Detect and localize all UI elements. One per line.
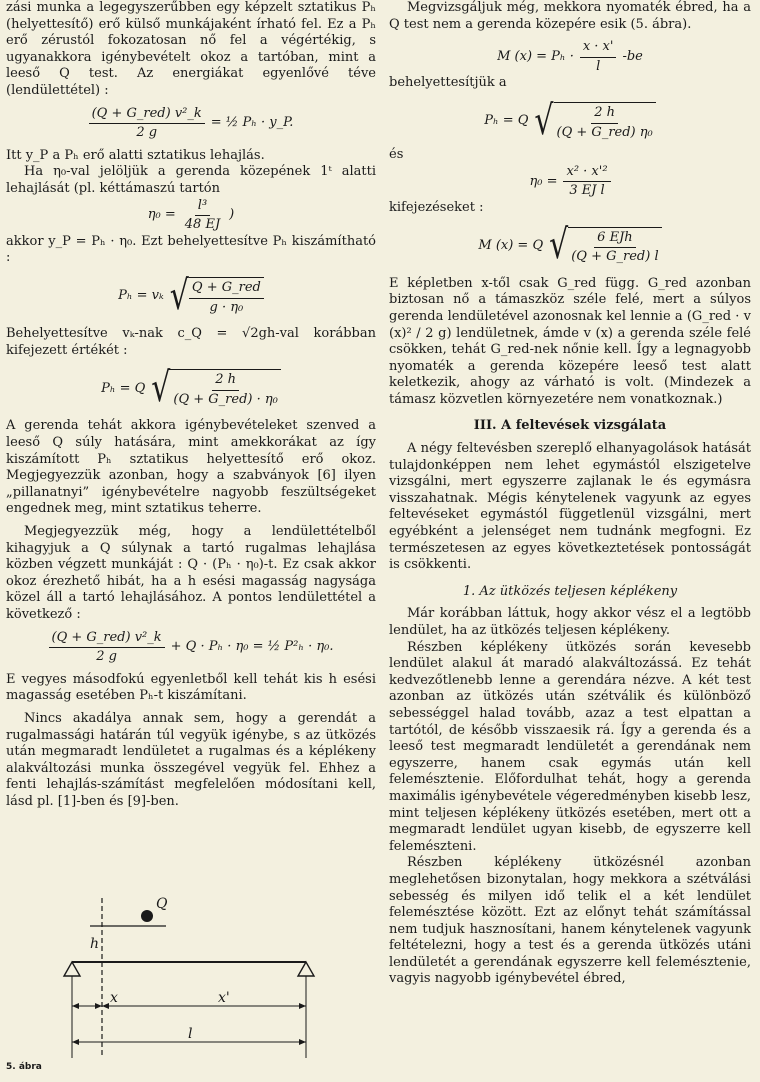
equation — [6, 364, 376, 412]
arrow-head — [72, 1039, 79, 1045]
equation-rhs: = ½ Pₕ · y_P. — [210, 115, 294, 131]
label-h: h — [90, 936, 100, 952]
equation — [389, 39, 751, 75]
fraction-numerator: 2 h — [212, 372, 239, 391]
left-column — [6, 0, 376, 811]
fraction-denominator: g · η₀ — [209, 299, 244, 315]
fraction-denominator: (Q + G_red) l — [571, 249, 659, 265]
fraction-denominator: 2 g — [96, 649, 117, 665]
paragraph: zási munka a legegyszerűbben egy képzelt sztatikus Pₕ (helyettesítő) erő külső munkájaként írható fel. Ez a Pₕ erő zérustól fokozatosan nő fel a végértékig, s ugyanakkora igénybevételt okoz a tartóban, mint a leeső Q test. Az energiákat egyenlővé téve (lendülettétel) : — [6, 0, 376, 98]
load-mass — [141, 910, 153, 922]
fraction-denominator: 2 g — [136, 125, 158, 141]
fraction-denominator: l — [596, 58, 601, 74]
paragraph: Ha η₀-val jelöljük a gerenda közepének 1ᵗ alatti lehajlását (pl. kéttámaszú tartón — [6, 164, 376, 196]
section-heading: III. A feltevések vizsgálata — [473, 418, 667, 434]
beam-diagram — [6, 886, 376, 1082]
paragraph: E vegyes másodfokú egyenletből kell tehát kis h esési magasság esetében Pₕ-t kiszámítani. — [6, 671, 376, 704]
subsection-heading: 1. Az ütközés teljesen képlékeny — [462, 583, 678, 599]
paragraph: behelyettesítjük a — [389, 75, 507, 91]
radical-sign: √ — [151, 364, 171, 412]
equation-tail: -be — [622, 48, 643, 64]
arrow-head — [299, 1003, 306, 1009]
paragraph: A négy feltevésben szereplő elhanyagolások hatását tulajdonképpen nem lehet egymástól elszigetelve vizsgálni, mert egyszerre zajlanak le és egymásra visszahatnak. Mégis kénytelenek vagyunk az egyes feltevéseket egymástól függetlenül vizsgálni, mert egyébként a jelenséget nem tudnánk megfogni. Ez természetesen az egyes következtetések pontosságát is csökkenti. — [389, 441, 751, 573]
equation-tail: ) — [229, 207, 235, 223]
paragraph: Már korábban láttuk, hogy akkor vész el a legtöbb lendület, ha az ütközés teljesen képlékeny. — [389, 606, 751, 638]
fraction-denominator: 48 EJ — [184, 217, 221, 233]
fraction-denominator: (Q + G_red) η₀ — [556, 124, 653, 140]
paragraph: Itt y_P a Pₕ erő alatti sztatikus lehajlás. — [6, 147, 265, 163]
paragraph: Nincs akadálya annak sem, hogy a gerendát a rugalmassági határán túl vegyük igénybe, s az ütközés után megmaradt lendületet a rugalmas és a képlékeny alakváltozási munka összegével vegyük fel. Ehhez a fenti lehajlás-számítást megfelelően módosítani kell, lásd pl. [1]-ben és [9]-ben. — [6, 710, 376, 809]
equation-lhs: η₀ = — [147, 207, 176, 223]
equation-lhs: Pₕ = Q — [101, 380, 146, 396]
paragraph: kifejezéseket : — [389, 199, 484, 215]
label-q: Q — [156, 896, 168, 912]
paragraph: és — [389, 147, 404, 163]
equation — [6, 106, 376, 142]
fraction-denominator: 3 EJ l — [569, 183, 605, 199]
equation — [389, 221, 751, 270]
paragraph: Behelyettesítve vₖ-nak c_Q = √2gh-val korábban kifejezett értékét : — [6, 326, 376, 358]
label-x: x — [110, 990, 118, 1006]
equation-lhs: Pₕ = vₖ — [118, 288, 164, 304]
paragraph: A gerenda tehát akkora igénybevételeket szenved a leeső Q súly hatására, mint amekkorákat az így kiszámított Pₕ sztatikus helyettesítő erő okoz. Megjegyezzük azonban, hogy a szabványok [6] ilyen „pillanatnyi” igénybevételre nagyobb feszültségeket engednek meg, mint sztatikus teherre. — [6, 418, 376, 517]
paragraph: E képletben x-től csak G_red függ. G_red azonban biztosan nő a támaszköz széle felé, mert a súlyos gerenda lendületével azonosnak kel lennie a (G_red · v (x)² / 2 g) lendületnek, ámde v (x) a gerenda széle felé csökken, tehát G_red-nek nőnie kell. Így a legnagyobb nyomaték a gerenda közepére leeső test alatt keletkezik, ahogy az várható is volt. (Mindezek a támasz közvetlen környezetére nem vonatkoznak.) — [389, 275, 751, 407]
paragraph: Részben képlékeny ütközés során kevesebb lendület alakul át maradó alakváltozássá. Ez tehát kedvezőtlenebb lenne a gerendára nézve. A két test azonban az ütközés után szétválik és különböző sebességgel halad tovább, azaz a test elpattan a tartótól, de később visszaesik rá. Így a gerenda és a leeső test megmaradt lendületét a gerendának nem egyszerre, hanem csak egymás után kell felemésztenie. Előfordulhat tehát, hogy a gerenda maximális igénybevétele végeredményben kisebb lesz, mint teljesen képlékeny ütközés esetében, mert ott a megmaradt lendület ugyan kisebb, de egyszerre kell felemészteni. — [389, 639, 751, 854]
arrow-head — [299, 1039, 306, 1045]
arrow-head — [102, 1003, 109, 1009]
equation — [6, 272, 376, 320]
right-support — [298, 962, 314, 976]
paragraph: Megjegyezzük még, hogy a lendülettételből kihagyjuk a Q súlynak a tartó rugalmas lehajlása közben végzett munkáját : Q · (Pₕ · η₀)-t. Ez csak akkor okoz érezhető hibát, ha a h esési magasság nagysága közel áll a tartó lehajlásához. A pontos lendülettétel a következő : — [6, 524, 376, 622]
fraction-numerator: Q + G_red — [189, 280, 264, 299]
figure-caption: 5. ábra — [6, 1062, 42, 1072]
radical-sign: √ — [169, 272, 189, 320]
paragraph: Részben képlékeny ütközésnél azonban meglehetősen bizonytalan, hogy mekkora a szétválási sebesség és milyen idő telik el a két lendület felemésztése között. Ezt az előnyt tehát számítással nem tudjuk hasznosítani, hanem kénytelenek vagyunk feltételezni, hogy a test és a gerenda ütközés utáni lendületét a gerendának egyszerre kell felemésztenie, vagyis nagyobb igénybevétel ébred, — [389, 855, 751, 987]
equation-lhs: Pₕ = Q — [484, 113, 529, 129]
radical-sign: √ — [549, 221, 569, 270]
label-l: l — [188, 1026, 193, 1042]
equation — [389, 97, 751, 145]
equation — [6, 630, 376, 666]
fraction-denominator: (Q + G_red) · η₀ — [173, 391, 278, 407]
fraction-numerator: x² · x'² — [563, 164, 610, 183]
equation-lhs: η₀ = — [529, 173, 558, 189]
left-support — [64, 962, 80, 976]
label-x-prime: x' — [218, 990, 230, 1006]
equation — [389, 164, 751, 200]
fraction-numerator: 6 EJh — [594, 230, 635, 249]
paragraph: akkor y_P = Pₕ · η₀. Ezt behelyettesítve Pₕ kiszámítható : — [6, 233, 376, 266]
radical-sign: √ — [534, 97, 554, 145]
equation — [6, 198, 376, 234]
arrow-head — [72, 1003, 79, 1009]
fraction-numerator: x · x' — [580, 39, 617, 58]
right-column — [389, 0, 751, 988]
equation-rhs: + Q · Pₕ · η₀ = ½ P²ₕ · η₀. — [170, 639, 334, 655]
equation-lhs: M (x) = Pₕ · — [497, 48, 574, 64]
fraction-numerator: 2 h — [591, 105, 618, 124]
fraction-numerator: l³ — [195, 198, 210, 217]
fraction-numerator: (Q + G_red) v²_k — [89, 106, 205, 125]
arrow-head — [95, 1003, 102, 1009]
equation-lhs: M (x) = Q — [478, 237, 544, 253]
paragraph: Megvizsgáljuk még, mekkora nyomaték ébred, ha a Q test nem a gerenda közepére esik (5. ábra). — [389, 0, 751, 32]
fraction-numerator: (Q + G_red) v²_k — [49, 630, 165, 649]
